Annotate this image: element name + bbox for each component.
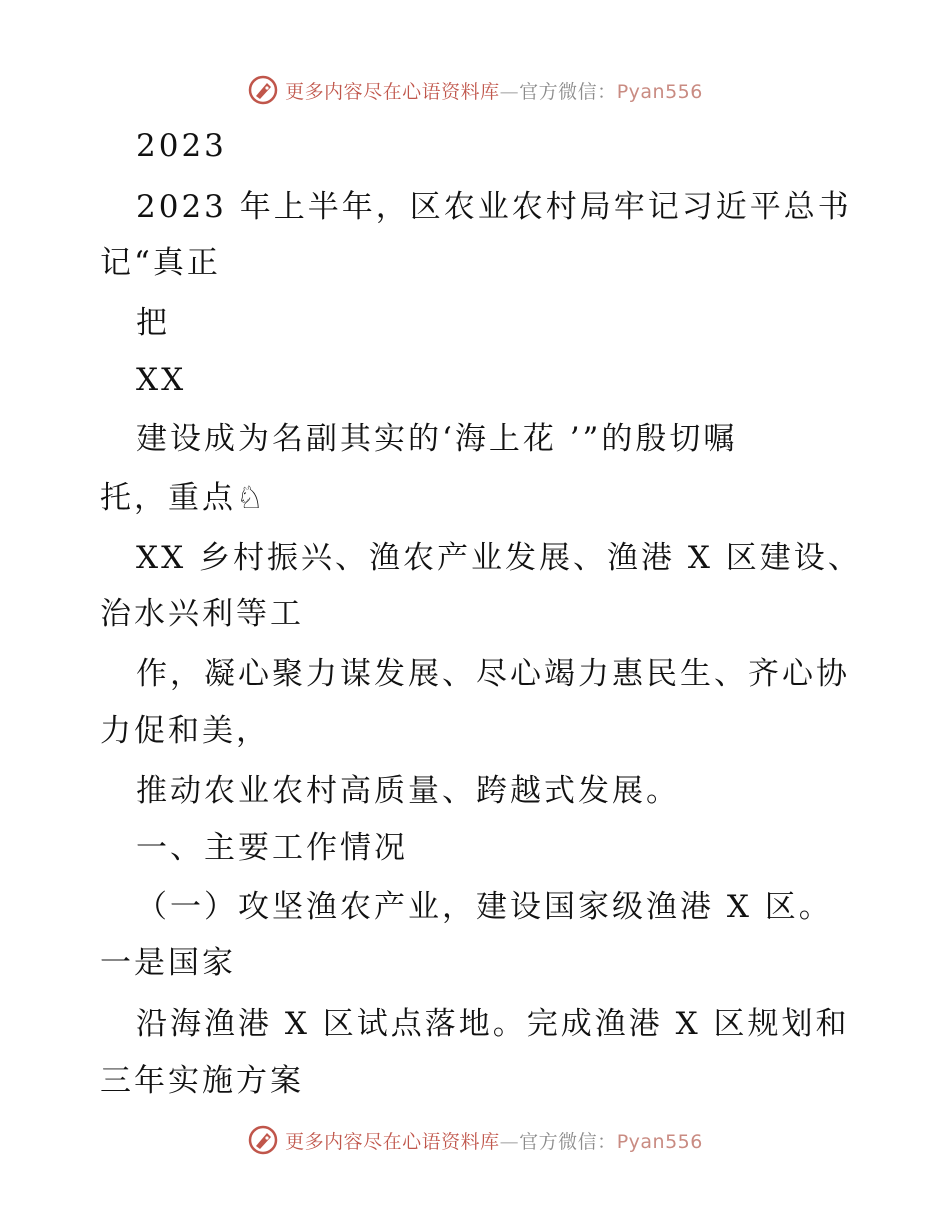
watermark-id: Pyan556: [616, 1130, 703, 1153]
watermark-text: [285, 77, 703, 104]
text-line: 2023: [136, 128, 227, 164]
text-line: 2023 年上半年，区农业农村局牢记习近平总书: [136, 189, 852, 225]
text-line: 记“真正: [100, 245, 221, 281]
pen-nib-circle-icon: [247, 1124, 279, 1156]
watermark-label: 官方微信：: [519, 80, 617, 103]
pen-nib-circle-icon: [247, 74, 279, 106]
text-line: 一是国家: [100, 945, 236, 981]
section-heading: 一、主要工作情况: [136, 830, 408, 866]
watermark-main: 更多内容尽在心语资料库: [285, 1130, 500, 1153]
watermark-text: [285, 1127, 703, 1154]
text-line: 治水兴利等工: [100, 596, 304, 632]
text-line: 建设成为名副其实的‘海上花 ’”的殷切嘱: [136, 421, 738, 457]
watermark-id: Pyan556: [616, 80, 703, 103]
text-line: 托，重点♘: [100, 480, 267, 516]
text-line: 力促和美，: [100, 713, 270, 749]
footer-watermark: [0, 1120, 950, 1160]
text-line: XX 乡村振兴、渔农产业发展、渔港 X 区建设、: [136, 540, 862, 576]
watermark-main: 更多内容尽在心语资料库: [285, 80, 500, 103]
text-line: 三年实施方案: [100, 1063, 304, 1099]
watermark-sep: —: [499, 80, 520, 103]
text-line: 把: [136, 305, 170, 341]
text-line: XX: [136, 362, 187, 398]
text-line: 作，凝心聚力谋发展、尽心竭力惠民生、齐心协: [136, 656, 850, 692]
text-line: 沿海渔港 X 区试点落地。完成渔港 X 区规划和: [136, 1006, 850, 1042]
subsection-heading: （一）攻坚渔农产业，建设国家级渔港 X 区。: [136, 889, 833, 925]
watermark-label: 官方微信：: [519, 1130, 617, 1153]
watermark-sep: —: [499, 1130, 520, 1153]
text-line: 推动农业农村高质量、跨越式发展。: [136, 773, 680, 809]
header-watermark: [0, 70, 950, 110]
